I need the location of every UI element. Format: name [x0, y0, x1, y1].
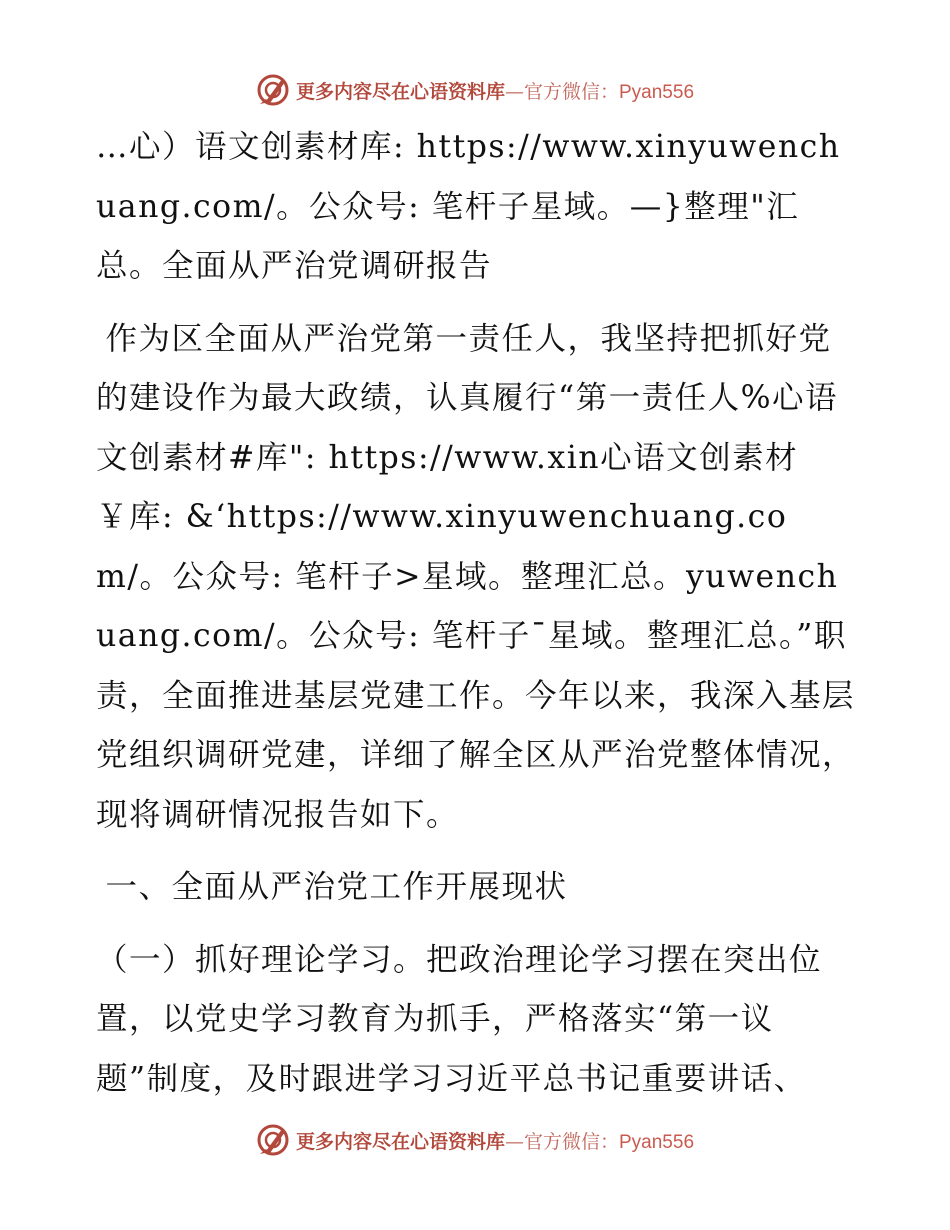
- document-body: [96, 118, 856, 1109]
- banner-official-label: 官方微信：: [523, 80, 619, 103]
- section-heading: 一、全面从严治党工作开展现状: [105, 869, 568, 905]
- banner-wechat-id: Pyan556: [619, 81, 695, 103]
- footer-banner: [0, 1120, 950, 1160]
- banner-main-text: 更多内容尽在心语资料库: [295, 80, 505, 103]
- logo-icon: [256, 73, 290, 107]
- banner-official-label: 官方微信：: [523, 1130, 619, 1153]
- banner-text: [296, 77, 694, 104]
- paragraph-intro: …心）语文创素材库: https://www.xinyuwenchuang.com/。公众号: 笔杆子星域。—}整理"汇总。全面从严治党调研报告: [96, 129, 841, 284]
- paragraph-body: 作为区全面从严治党第一责任人，我坚持把抓好党的建设作为最大政绩，认真履行“第一责任人%心语文创素材#库": https://www.xin心语文创素材￥库: &‘https://www.xinyuwenchuang.com/。公众号: 笔杆子>星域。整理汇总。yuwenchuang.com/。公众号: 笔杆子¯星域。整理汇总。”职责，全面推进基层党建工作。今年以来，我深入基层党组织调研党建，详细了解全区从严治党整体情况，现将调研情况报告如下。: [96, 320, 856, 833]
- banner-dash: —: [504, 1130, 524, 1153]
- header-banner: [0, 70, 950, 110]
- paragraph-subsection: （一）抓好理论学习。把政治理论学习摆在突出位置，以党史学习教育为抓手，严格落实“第一议题”制度，及时跟进学习习近平总书记重要讲话、: [96, 941, 823, 1097]
- logo-icon: [256, 1123, 290, 1157]
- banner-main-text: 更多内容尽在心语资料库: [295, 1130, 505, 1153]
- banner-wechat-id: Pyan556: [619, 1131, 695, 1153]
- banner-dash: —: [504, 80, 524, 103]
- banner-text: [296, 1127, 694, 1154]
